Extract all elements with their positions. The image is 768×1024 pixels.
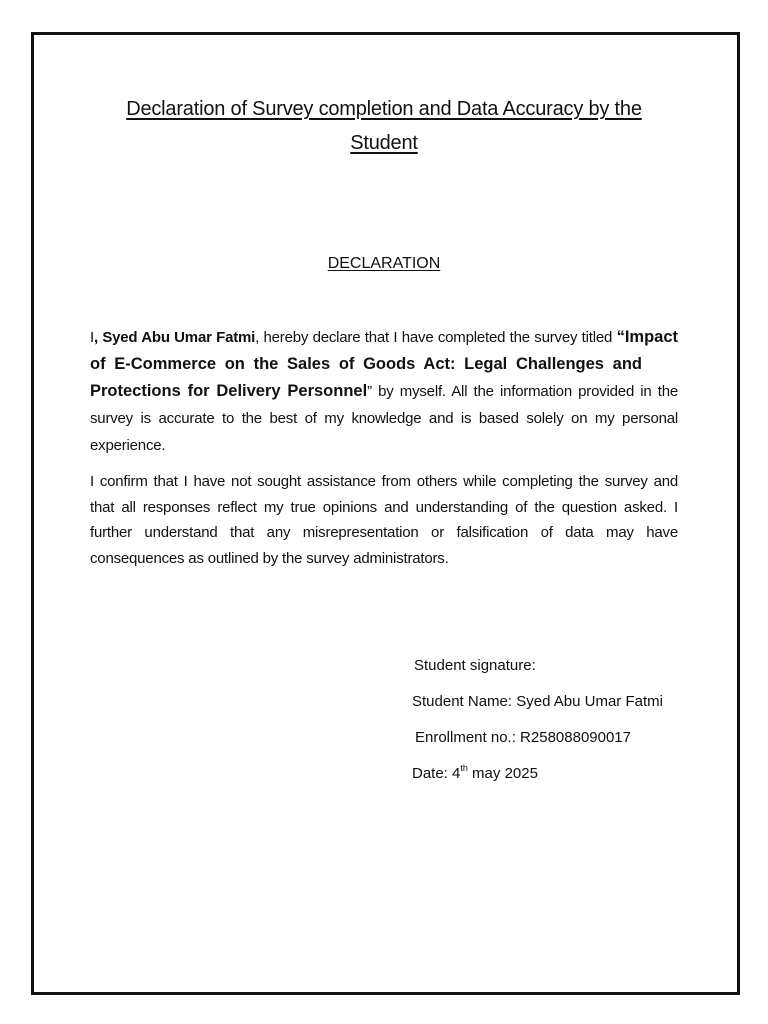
paragraph-prefix: I [90, 329, 94, 346]
declaration-paragraph-1 [90, 324, 678, 459]
signature-label: Student signature: [414, 657, 536, 674]
open-quote: “ [616, 328, 625, 346]
survey-title-part-1: Impact of E-Commerce on the Sales of Goods Act: Legal Challenges and [90, 328, 679, 373]
declaration-paragraph-2: I confirm that I have not sought assistance from others while completing the survey and that all responses reflect my true opinions and understanding of the question asked. I further understand that any misrepresentation or falsification of data may have consequences as outlined by the survey administrators. [90, 473, 678, 567]
declaration-heading: DECLARATION [327, 255, 441, 272]
paragraph-intro-text: , hereby declare that I have completed the survey titled [255, 329, 617, 346]
close-quote: ” [367, 383, 372, 400]
paragraph-1-rest: by myself. All the information provided in the survey is accurate to the best of my knowledge and is based solely on my personal experience. [90, 383, 678, 454]
enrollment-line: Enrollment no.: R258088090017 [415, 729, 631, 746]
prefix-comma: , [93, 329, 98, 346]
date-ordinal: th [460, 763, 468, 773]
document-title: Declaration of Survey completion and Data Accuracy by the Student [126, 98, 642, 154]
student-name-line: Student Name: Syed Abu Umar Fatmi [412, 693, 663, 710]
student-name-inline: Syed Abu Umar Fatmi [97, 329, 256, 346]
survey-title-part-2: Protections for Delivery Personnel [90, 382, 368, 400]
date-line [412, 764, 538, 784]
date-prefix: Date: 4 [412, 765, 461, 782]
date-suffix: may 2025 [467, 765, 538, 782]
